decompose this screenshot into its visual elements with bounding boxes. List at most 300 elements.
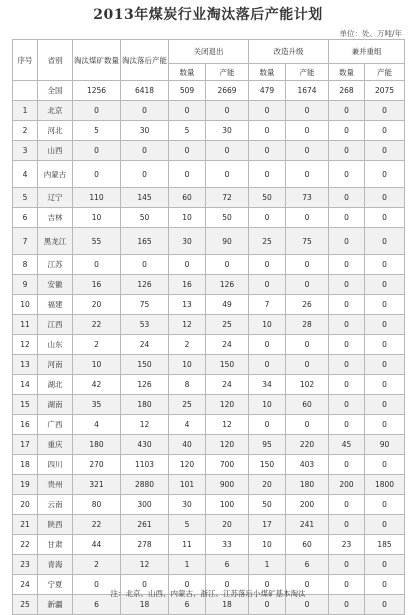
merge-capacity-cell: 0	[365, 121, 405, 141]
row-number: 14	[13, 375, 38, 395]
eliminate-capacity-cell: 2880	[121, 475, 169, 495]
close-capacity-cell: 50	[206, 208, 249, 228]
row-number: 23	[13, 555, 38, 575]
merge-count-cell: 0	[329, 555, 365, 575]
eliminate-capacity-cell: 6418	[121, 81, 169, 101]
table-row	[13, 335, 405, 355]
eliminate-count-cell: 0	[73, 255, 121, 275]
merge-count-cell: 0	[329, 355, 365, 375]
close-count-cell: 10	[169, 355, 206, 375]
row-number: 13	[13, 355, 38, 375]
upgrade-capacity-cell: 1674	[286, 81, 329, 101]
row-number: 8	[13, 255, 38, 275]
upgrade-count-cell: 50	[249, 495, 286, 515]
merge-count-cell: 0	[329, 121, 365, 141]
close-count-cell: 30	[169, 228, 206, 255]
close-count-cell: 0	[169, 161, 206, 188]
merge-capacity-cell: 0	[365, 101, 405, 121]
province-cell: 全国	[38, 81, 73, 101]
close-count-cell: 120	[169, 455, 206, 475]
eliminate-count-cell: 20	[73, 295, 121, 315]
close-capacity-cell: 33	[206, 535, 249, 555]
eliminate-capacity-cell: 50	[121, 208, 169, 228]
row-number: 24	[13, 575, 38, 595]
row-number: 10	[13, 295, 38, 315]
merge-count-cell: 0	[329, 415, 365, 435]
upgrade-capacity-cell: 0	[286, 275, 329, 295]
province-cell: 安徽	[38, 275, 73, 295]
merge-capacity-cell: 0	[365, 515, 405, 535]
eliminate-count-cell: 42	[73, 375, 121, 395]
eliminate-count-cell: 80	[73, 495, 121, 515]
close-capacity-cell: 0	[206, 575, 249, 595]
upgrade-capacity-cell: 28	[286, 315, 329, 335]
capacity-table	[12, 39, 405, 615]
merge-capacity-cell: 0	[365, 295, 405, 315]
eliminate-count-cell: 4	[73, 415, 121, 435]
province-cell: 河北	[38, 121, 73, 141]
eliminate-capacity-cell: 0	[121, 255, 169, 275]
merge-count-cell: 0	[329, 575, 365, 595]
eliminate-count-cell: 22	[73, 315, 121, 335]
upgrade-count-cell: 0	[249, 208, 286, 228]
merge-capacity-cell: 0	[365, 495, 405, 515]
close-capacity-cell: 120	[206, 435, 249, 455]
province-cell: 江西	[38, 315, 73, 335]
upgrade-count-cell: 10	[249, 535, 286, 555]
row-number: 25	[13, 595, 38, 615]
close-capacity-cell: 20	[206, 515, 249, 535]
upgrade-capacity-cell: 241	[286, 515, 329, 535]
row-number: 9	[13, 275, 38, 295]
eliminate-count-cell: 10	[73, 355, 121, 375]
close-capacity-cell: 0	[206, 255, 249, 275]
close-count-cell: 30	[169, 495, 206, 515]
close-count-cell: 0	[169, 255, 206, 275]
row-number: 11	[13, 315, 38, 335]
close-count-cell: 6	[169, 595, 206, 615]
upgrade-count-cell: 34	[249, 375, 286, 395]
upgrade-count-cell: 0	[249, 255, 286, 275]
row-number: 16	[13, 415, 38, 435]
upgrade-count-cell: 0	[249, 415, 286, 435]
table-row	[13, 228, 405, 255]
province-cell: 重庆	[38, 435, 73, 455]
province-cell: 陕西	[38, 515, 73, 535]
close-capacity-cell: 0	[206, 161, 249, 188]
table-row	[13, 208, 405, 228]
close-count-cell: 2	[169, 335, 206, 355]
province-cell: 宁夏	[38, 575, 73, 595]
table-row	[13, 475, 405, 495]
row-number: 21	[13, 515, 38, 535]
upgrade-count-cell: 0	[249, 121, 286, 141]
upgrade-capacity-cell: 60	[286, 535, 329, 555]
close-count-cell: 10	[169, 208, 206, 228]
province-cell: 江苏	[38, 255, 73, 275]
merge-capacity-cell: 0	[365, 141, 405, 161]
upgrade-capacity-cell: 6	[286, 555, 329, 575]
table-row	[13, 188, 405, 208]
close-count-cell: 60	[169, 188, 206, 208]
merge-count-cell: 0	[329, 141, 365, 161]
close-count-cell: 509	[169, 81, 206, 101]
upgrade-capacity-cell: 0	[286, 255, 329, 275]
row-number: 1	[13, 101, 38, 121]
eliminate-capacity-cell: 53	[121, 315, 169, 335]
province-cell: 湖南	[38, 395, 73, 415]
header-no: 序号	[13, 40, 38, 81]
close-capacity-cell: 2669	[206, 81, 249, 101]
merge-count-cell: 200	[329, 475, 365, 495]
row-number: 20	[13, 495, 38, 515]
close-capacity-cell: 120	[206, 395, 249, 415]
eliminate-count-cell: 0	[73, 101, 121, 121]
table-row	[13, 555, 405, 575]
table-row	[13, 255, 405, 275]
close-count-cell: 11	[169, 535, 206, 555]
merge-capacity-cell: 0	[365, 355, 405, 375]
province-cell: 福建	[38, 295, 73, 315]
close-capacity-cell: 30	[206, 121, 249, 141]
table-row	[13, 455, 405, 475]
eliminate-capacity-cell: 261	[121, 515, 169, 535]
close-count-cell: 1	[169, 555, 206, 575]
upgrade-capacity-cell: 403	[286, 455, 329, 475]
eliminate-capacity-cell: 30	[121, 121, 169, 141]
eliminate-count-cell: 1256	[73, 81, 121, 101]
eliminate-capacity-cell: 12	[121, 415, 169, 435]
table-row	[13, 295, 405, 315]
upgrade-count-cell: 10	[249, 395, 286, 415]
close-capacity-cell: 12	[206, 415, 249, 435]
province-cell: 云南	[38, 495, 73, 515]
eliminate-count-cell: 5	[73, 121, 121, 141]
upgrade-capacity-cell: 0	[286, 595, 329, 615]
table-row	[13, 515, 405, 535]
upgrade-capacity-cell: 102	[286, 375, 329, 395]
header-upgrade: 改造升级	[249, 40, 329, 64]
upgrade-count-cell: 150	[249, 455, 286, 475]
merge-capacity-cell: 0	[365, 395, 405, 415]
eliminate-capacity-cell: 430	[121, 435, 169, 455]
upgrade-count-cell: 1	[249, 555, 286, 575]
eliminate-capacity-cell: 0	[121, 101, 169, 121]
province-cell: 湖北	[38, 375, 73, 395]
table-row	[13, 141, 405, 161]
merge-capacity-cell: 0	[365, 315, 405, 335]
upgrade-count-cell: 25	[249, 228, 286, 255]
eliminate-count-cell: 2	[73, 555, 121, 575]
province-cell: 北京	[38, 101, 73, 121]
eliminate-count-cell: 0	[73, 575, 121, 595]
close-count-cell: 13	[169, 295, 206, 315]
upgrade-count-cell: 0	[249, 101, 286, 121]
row-number: 17	[13, 435, 38, 455]
row-number: 5	[13, 188, 38, 208]
merge-capacity-cell: 0	[365, 161, 405, 188]
upgrade-count-cell: 0	[249, 275, 286, 295]
merge-count-cell: 45	[329, 435, 365, 455]
merge-capacity-cell: 0	[365, 555, 405, 575]
row-number: 2	[13, 121, 38, 141]
upgrade-count-cell: 0	[249, 575, 286, 595]
table-body	[13, 81, 405, 615]
header-province: 省别	[38, 40, 73, 81]
row-number	[13, 81, 38, 101]
close-count-cell: 5	[169, 515, 206, 535]
row-number: 12	[13, 335, 38, 355]
eliminate-capacity-cell: 150	[121, 355, 169, 375]
merge-capacity-cell: 90	[365, 435, 405, 455]
footnote: 注：北京、山西、内蒙古、浙江、江苏落后小煤矿基本淘汰	[110, 589, 306, 598]
eliminate-capacity-cell: 278	[121, 535, 169, 555]
close-capacity-cell: 49	[206, 295, 249, 315]
close-capacity-cell: 18	[206, 595, 249, 615]
table-row	[13, 355, 405, 375]
merge-capacity-cell: 0	[365, 275, 405, 295]
eliminate-count-cell: 44	[73, 535, 121, 555]
close-capacity-cell: 90	[206, 228, 249, 255]
merge-count-cell: 0	[329, 315, 365, 335]
table-row	[13, 81, 405, 101]
eliminate-capacity-cell: 300	[121, 495, 169, 515]
table-row	[13, 415, 405, 435]
close-count-cell: 0	[169, 141, 206, 161]
table-row	[13, 161, 405, 188]
header-merge-count: 数量	[329, 64, 365, 81]
merge-capacity-cell: 0	[365, 375, 405, 395]
merge-capacity-cell: 0	[365, 255, 405, 275]
table-row	[13, 121, 405, 141]
merge-count-cell: 0	[329, 455, 365, 475]
upgrade-capacity-cell: 73	[286, 188, 329, 208]
merge-capacity-cell: 0	[365, 455, 405, 475]
upgrade-count-cell: 0	[249, 595, 286, 615]
province-cell: 内蒙古	[38, 161, 73, 188]
eliminate-count-cell: 22	[73, 515, 121, 535]
close-capacity-cell: 900	[206, 475, 249, 495]
header-upgrade-capacity: 产能	[286, 64, 329, 81]
eliminate-capacity-cell: 0	[121, 161, 169, 188]
row-number: 19	[13, 475, 38, 495]
merge-capacity-cell: 0	[365, 575, 405, 595]
eliminate-count-cell: 0	[73, 141, 121, 161]
province-cell: 山西	[38, 141, 73, 161]
upgrade-capacity-cell: 26	[286, 295, 329, 315]
upgrade-count-cell: 10	[249, 315, 286, 335]
unit-note: 单位：处、万吨/年	[339, 29, 402, 38]
table-row	[13, 395, 405, 415]
eliminate-capacity-cell: 18	[121, 595, 169, 615]
close-count-cell: 12	[169, 315, 206, 335]
eliminate-capacity-cell: 126	[121, 275, 169, 295]
upgrade-capacity-cell: 60	[286, 395, 329, 415]
province-cell: 四川	[38, 455, 73, 475]
header-close-exit: 关闭退出	[169, 40, 249, 64]
eliminate-capacity-cell: 75	[121, 295, 169, 315]
province-cell: 广西	[38, 415, 73, 435]
upgrade-capacity-cell: 0	[286, 101, 329, 121]
merge-count-cell: 23	[329, 535, 365, 555]
upgrade-count-cell: 0	[249, 335, 286, 355]
eliminate-capacity-cell: 1103	[121, 455, 169, 475]
close-capacity-cell: 700	[206, 455, 249, 475]
close-capacity-cell: 0	[206, 101, 249, 121]
upgrade-count-cell: 95	[249, 435, 286, 455]
eliminate-count-cell: 270	[73, 455, 121, 475]
merge-count-cell: 0	[329, 595, 365, 615]
close-capacity-cell: 24	[206, 375, 249, 395]
eliminate-count-cell: 55	[73, 228, 121, 255]
table-row	[13, 535, 405, 555]
close-capacity-cell: 25	[206, 315, 249, 335]
upgrade-count-cell: 0	[249, 141, 286, 161]
province-cell: 贵州	[38, 475, 73, 495]
upgrade-count-cell: 0	[249, 161, 286, 188]
province-cell: 黑龙江	[38, 228, 73, 255]
merge-count-cell: 0	[329, 335, 365, 355]
close-count-cell: 101	[169, 475, 206, 495]
merge-capacity-cell: 1800	[365, 475, 405, 495]
province-cell: 吉林	[38, 208, 73, 228]
merge-count-cell: 0	[329, 161, 365, 188]
close-capacity-cell: 150	[206, 355, 249, 375]
eliminate-count-cell: 321	[73, 475, 121, 495]
close-capacity-cell: 72	[206, 188, 249, 208]
upgrade-capacity-cell: 0	[286, 355, 329, 375]
table-row	[13, 275, 405, 295]
close-capacity-cell: 6	[206, 555, 249, 575]
header-merge: 兼并重组	[329, 40, 405, 64]
upgrade-count-cell: 17	[249, 515, 286, 535]
table-row	[13, 435, 405, 455]
upgrade-capacity-cell: 0	[286, 208, 329, 228]
upgrade-capacity-cell: 220	[286, 435, 329, 455]
close-capacity-cell: 24	[206, 335, 249, 355]
row-number: 3	[13, 141, 38, 161]
province-cell: 甘肃	[38, 535, 73, 555]
upgrade-capacity-cell: 0	[286, 141, 329, 161]
eliminate-count-cell: 6	[73, 595, 121, 615]
upgrade-capacity-cell: 0	[286, 575, 329, 595]
close-capacity-cell: 100	[206, 495, 249, 515]
eliminate-capacity-cell: 145	[121, 188, 169, 208]
close-capacity-cell: 126	[206, 275, 249, 295]
eliminate-count-cell: 2	[73, 335, 121, 355]
table-row	[13, 101, 405, 121]
merge-count-cell: 0	[329, 101, 365, 121]
eliminate-capacity-cell: 0	[121, 575, 169, 595]
merge-capacity-cell: 2075	[365, 81, 405, 101]
header-eliminate-capacity: 淘汰落后产能	[121, 40, 169, 81]
upgrade-capacity-cell: 75	[286, 228, 329, 255]
row-number: 6	[13, 208, 38, 228]
upgrade-capacity-cell: 0	[286, 161, 329, 188]
merge-count-cell: 0	[329, 188, 365, 208]
eliminate-capacity-cell: 12	[121, 555, 169, 575]
province-cell: 辽宁	[38, 188, 73, 208]
eliminate-count-cell: 10	[73, 208, 121, 228]
close-count-cell: 0	[169, 101, 206, 121]
eliminate-capacity-cell: 0	[121, 141, 169, 161]
province-cell: 新疆	[38, 595, 73, 615]
merge-count-cell: 0	[329, 515, 365, 535]
upgrade-count-cell: 20	[249, 475, 286, 495]
header-close-count: 数量	[169, 64, 206, 81]
row-number: 15	[13, 395, 38, 415]
upgrade-count-cell: 7	[249, 295, 286, 315]
merge-count-cell: 0	[329, 495, 365, 515]
upgrade-capacity-cell: 180	[286, 475, 329, 495]
eliminate-capacity-cell: 126	[121, 375, 169, 395]
close-count-cell: 16	[169, 275, 206, 295]
row-number: 22	[13, 535, 38, 555]
merge-capacity-cell: 185	[365, 535, 405, 555]
eliminate-capacity-cell: 24	[121, 335, 169, 355]
upgrade-count-cell: 0	[249, 355, 286, 375]
header-close-capacity: 产能	[206, 64, 249, 81]
upgrade-capacity-cell: 0	[286, 335, 329, 355]
eliminate-count-cell: 16	[73, 275, 121, 295]
table-row	[13, 315, 405, 335]
table-row	[13, 375, 405, 395]
close-capacity-cell: 0	[206, 141, 249, 161]
document-title: 2013年煤炭行业淘汰落后产能计划	[93, 7, 323, 23]
merge-count-cell: 0	[329, 255, 365, 275]
row-number: 4	[13, 161, 38, 188]
header-eliminate-count: 淘汰煤矿数量	[73, 40, 121, 81]
merge-capacity-cell: 0	[365, 415, 405, 435]
row-number: 7	[13, 228, 38, 255]
merge-count-cell: 0	[329, 228, 365, 255]
merge-count-cell: 0	[329, 208, 365, 228]
table-row	[13, 495, 405, 515]
close-count-cell: 5	[169, 121, 206, 141]
close-count-cell: 40	[169, 435, 206, 455]
header-merge-capacity: 产能	[365, 64, 405, 81]
eliminate-count-cell: 110	[73, 188, 121, 208]
merge-count-cell: 268	[329, 81, 365, 101]
merge-capacity-cell: 0	[365, 188, 405, 208]
eliminate-count-cell: 35	[73, 395, 121, 415]
eliminate-capacity-cell: 180	[121, 395, 169, 415]
eliminate-count-cell: 180	[73, 435, 121, 455]
close-count-cell: 25	[169, 395, 206, 415]
header-upgrade-count: 数量	[249, 64, 286, 81]
upgrade-capacity-cell: 200	[286, 495, 329, 515]
close-count-cell: 0	[169, 575, 206, 595]
province-cell: 河南	[38, 355, 73, 375]
upgrade-capacity-cell: 0	[286, 415, 329, 435]
row-number: 18	[13, 455, 38, 475]
province-cell: 山东	[38, 335, 73, 355]
merge-capacity-cell: 0	[365, 595, 405, 615]
merge-capacity-cell: 0	[365, 228, 405, 255]
merge-count-cell: 0	[329, 275, 365, 295]
close-count-cell: 4	[169, 415, 206, 435]
upgrade-capacity-cell: 0	[286, 121, 329, 141]
eliminate-capacity-cell: 165	[121, 228, 169, 255]
upgrade-count-cell: 479	[249, 81, 286, 101]
upgrade-count-cell: 50	[249, 188, 286, 208]
merge-count-cell: 0	[329, 295, 365, 315]
merge-count-cell: 0	[329, 375, 365, 395]
close-count-cell: 8	[169, 375, 206, 395]
header-row-1	[13, 40, 405, 64]
merge-count-cell: 0	[329, 395, 365, 415]
province-cell: 青海	[38, 555, 73, 575]
